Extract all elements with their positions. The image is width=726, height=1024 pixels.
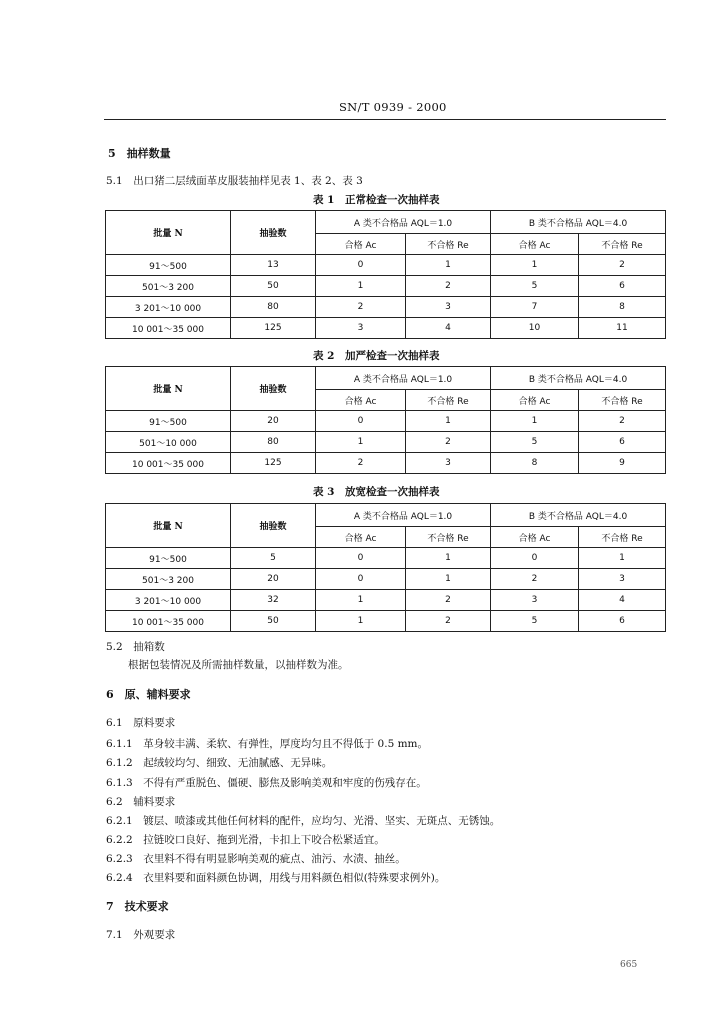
cell-sample: 13: [231, 255, 316, 276]
table-row: [106, 453, 666, 474]
cell-a-ac: 0: [316, 569, 406, 590]
cell-a-ac: 0: [316, 411, 406, 432]
table-row: [106, 611, 666, 632]
cell-b-ac: 2: [491, 569, 579, 590]
header-re-b: 不合格 Re: [579, 390, 666, 411]
cell-a-ac: 2: [316, 453, 406, 474]
cell-lot: 3 201～10 000: [106, 297, 231, 318]
cell-lot: 10 001～35 000: [106, 453, 231, 474]
cell-sample: 80: [231, 432, 316, 453]
cell-a-re: 1: [406, 411, 491, 432]
cell-lot: 501～3 200: [106, 569, 231, 590]
table-row: [106, 255, 666, 276]
cell-a-ac: 1: [316, 611, 406, 632]
table-1-caption: 表 1 正常检查一次抽样表: [313, 194, 440, 206]
cell-a-re: 2: [406, 432, 491, 453]
cell-lot: 501～10 000: [106, 432, 231, 453]
cell-a-re: 2: [406, 590, 491, 611]
table-row: [106, 548, 666, 569]
cell-lot: 3 201～10 000: [106, 590, 231, 611]
cell-a-ac: 1: [316, 432, 406, 453]
cell-a-ac: 3: [316, 318, 406, 339]
cell-b-re: 4: [579, 590, 666, 611]
page-number: 665: [620, 960, 638, 970]
cell-lot: 10 001～35 000: [106, 318, 231, 339]
section-5-heading: 5 抽样数量: [108, 147, 171, 160]
cell-a-ac: 2: [316, 297, 406, 318]
cell-b-ac: 1: [491, 255, 579, 276]
cell-b-ac: 3: [491, 590, 579, 611]
header-re-b: 不合格 Re: [579, 234, 666, 255]
header-group-b: B 类不合格品 AQL＝4.0: [491, 504, 666, 527]
header-sample: 抽验数: [231, 211, 316, 255]
cell-b-ac: 8: [491, 453, 579, 474]
clause-6-2: 6.2 辅料要求: [106, 796, 176, 808]
cell-a-re: 4: [406, 318, 491, 339]
header-rule: [104, 119, 666, 120]
clause-7-1: 7.1 外观要求: [106, 929, 176, 941]
clause-6-1-1: 6.1.1 革身较丰满、柔软、有弹性，厚度均匀且不得低于 0.5 mm。: [106, 738, 429, 750]
cell-b-ac: 1: [491, 411, 579, 432]
clause-5-2-text: 根据包装情况及所需抽样数量，以抽样数为准。: [128, 659, 349, 671]
cell-a-ac: 0: [316, 548, 406, 569]
table-row: [106, 590, 666, 611]
cell-a-re: 1: [406, 569, 491, 590]
cell-b-re: 3: [579, 569, 666, 590]
table-row: [106, 318, 666, 339]
header-re-a: 不合格 Re: [406, 234, 491, 255]
header-group-a: A 类不合格品 AQL＝1.0: [316, 211, 491, 234]
clause-6-2-3: 6.2.3 衣里料不得有明显影响美观的疵点、油污、水渍、抽丝。: [106, 853, 406, 865]
header-ac-a: 合格 Ac: [316, 390, 406, 411]
cell-b-ac: 5: [491, 611, 579, 632]
header-ac-a: 合格 Ac: [316, 234, 406, 255]
cell-b-ac: 5: [491, 432, 579, 453]
header-group-b: B 类不合格品 AQL＝4.0: [491, 211, 666, 234]
clause-6-1-2: 6.1.2 起绒较均匀、细致、无油腻感、无异味。: [106, 757, 333, 769]
cell-sample: 5: [231, 548, 316, 569]
header-lot: 批量 N: [106, 504, 231, 548]
cell-lot: 91～500: [106, 548, 231, 569]
header-ac-b: 合格 Ac: [491, 234, 579, 255]
table-3: [105, 503, 666, 632]
cell-b-re: 6: [579, 611, 666, 632]
cell-sample: 125: [231, 318, 316, 339]
section-7-heading: 7 技术要求: [106, 900, 169, 913]
header-re-a: 不合格 Re: [406, 390, 491, 411]
table-row: [106, 569, 666, 590]
header-ac-b: 合格 Ac: [491, 527, 579, 548]
cell-b-re: 2: [579, 255, 666, 276]
header-ac-b: 合格 Ac: [491, 390, 579, 411]
cell-a-ac: 0: [316, 255, 406, 276]
cell-sample: 20: [231, 569, 316, 590]
cell-a-re: 1: [406, 255, 491, 276]
cell-a-ac: 1: [316, 276, 406, 297]
cell-sample: 125: [231, 453, 316, 474]
cell-a-re: 2: [406, 611, 491, 632]
clause-6-1-3: 6.1.3 不得有严重脱色、僵硬、膨焦及影响美观和牢度的伤残存在。: [106, 777, 427, 789]
cell-lot: 10 001～35 000: [106, 611, 231, 632]
standard-code: SN/T 0939 - 2000: [339, 100, 447, 114]
cell-lot: 501～3 200: [106, 276, 231, 297]
cell-b-re: 6: [579, 276, 666, 297]
table-row: [106, 432, 666, 453]
header-re-a: 不合格 Re: [406, 527, 491, 548]
cell-a-ac: 1: [316, 590, 406, 611]
cell-b-re: 9: [579, 453, 666, 474]
clause-5-2: 5.2 抽箱数: [106, 641, 165, 653]
cell-sample: 32: [231, 590, 316, 611]
cell-sample: 50: [231, 611, 316, 632]
table-2: [105, 366, 666, 474]
header-lot: 批量 N: [106, 367, 231, 411]
header-group-a: A 类不合格品 AQL＝1.0: [316, 367, 491, 390]
header-sample: 抽验数: [231, 504, 316, 548]
header-group-a: A 类不合格品 AQL＝1.0: [316, 504, 491, 527]
clause-6-2-2: 6.2.2 拉链咬口良好、拖到光滑，卡扣上下咬合松紧适宜。: [106, 834, 385, 846]
header-re-b: 不合格 Re: [579, 527, 666, 548]
header-ac-a: 合格 Ac: [316, 527, 406, 548]
cell-b-ac: 5: [491, 276, 579, 297]
table-row: [106, 297, 666, 318]
header-group-b: B 类不合格品 AQL＝4.0: [491, 367, 666, 390]
table-row: [106, 276, 666, 297]
header-sample: 抽验数: [231, 367, 316, 411]
header-lot: 批量 N: [106, 211, 231, 255]
cell-sample: 80: [231, 297, 316, 318]
cell-a-re: 2: [406, 276, 491, 297]
clause-6-2-4: 6.2.4 衣里料要和面料颜色协调，用线与用料颜色相似(特殊要求例外)。: [106, 872, 446, 884]
cell-b-ac: 10: [491, 318, 579, 339]
clause-5-1: 5.1 出口猪二层绒面革皮服装抽样见表 1、表 2、表 3: [106, 175, 363, 187]
cell-a-re: 3: [406, 453, 491, 474]
clause-6-2-1: 6.2.1 镀层、喷漆或其他任何材料的配件，应均匀、光滑、坚实、无斑点、无锈蚀。: [106, 815, 501, 827]
table-1: [105, 210, 666, 339]
cell-b-re: 2: [579, 411, 666, 432]
section-6-heading: 6 原、辅料要求: [106, 688, 191, 701]
cell-b-ac: 7: [491, 297, 579, 318]
cell-sample: 50: [231, 276, 316, 297]
cell-a-re: 1: [406, 548, 491, 569]
table-3-caption: 表 3 放宽检查一次抽样表: [313, 486, 440, 498]
table-2-caption: 表 2 加严检查一次抽样表: [313, 350, 440, 362]
cell-a-re: 3: [406, 297, 491, 318]
cell-sample: 20: [231, 411, 316, 432]
table-row: [106, 411, 666, 432]
clause-6-1: 6.1 原料要求: [106, 717, 176, 729]
cell-b-re: 11: [579, 318, 666, 339]
cell-lot: 91～500: [106, 255, 231, 276]
cell-b-re: 6: [579, 432, 666, 453]
cell-lot: 91～500: [106, 411, 231, 432]
cell-b-ac: 0: [491, 548, 579, 569]
cell-b-re: 8: [579, 297, 666, 318]
cell-b-re: 1: [579, 548, 666, 569]
